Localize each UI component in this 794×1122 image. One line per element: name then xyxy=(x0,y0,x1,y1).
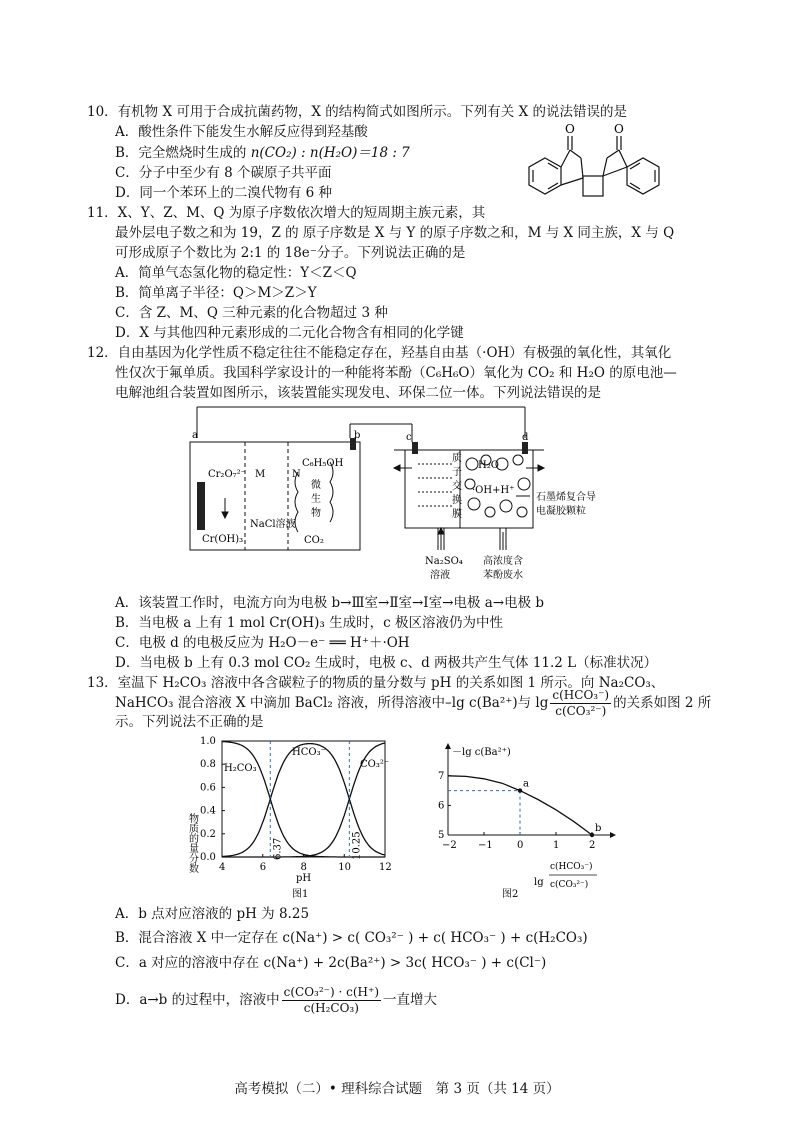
fig2-ytick-label: 7 xyxy=(438,770,445,782)
label-graphene-1: 石墨烯复合导 xyxy=(536,492,596,503)
q10-stem: 10．有机物 X 可用于合成抗菌药物，X 的结构简式如图所示。下列有关 X 的说法错误的是 xyxy=(87,104,627,120)
fig2-caption: 图2 xyxy=(502,889,519,900)
fig1-xtick-label: 10 xyxy=(338,862,351,873)
q12-option-a: A．该装置工作时，电流方向为电极 b→Ⅲ室→Ⅱ室→Ⅰ室→电极 a→电极 b xyxy=(115,595,545,611)
label-membrane-char-4: 换 xyxy=(452,495,462,506)
label-membrane-m: M xyxy=(255,469,266,480)
fig1-ytick-label: 0.6 xyxy=(200,782,216,794)
fig1-xtick-label: 4 xyxy=(219,862,226,873)
fig2-ylabel: －lg c(Ba²⁺) xyxy=(452,747,511,758)
label-electrode-b: b xyxy=(354,430,361,441)
q12-stem-3: 电解池组合装置如图所示，该装置能实现发电、环保二位一体。下列说法错误的是 xyxy=(115,385,601,401)
fig1-label-hco3: HCO₃⁻ xyxy=(292,747,326,758)
q13-stem-2: NaHCO₃ 混合溶液 X 中滴加 BaCl₂ 溶液，所得溶液中–lg c(Ba²⁺)与 lg $\frac{\text{c(HCO₃⁻)}}{\text{c(CO₃²⁻)}}$ 的关系如图 2 所 xyxy=(115,688,712,718)
figure-1-chart xyxy=(180,733,410,903)
q11-option-a: A．简单气态氢化物的稳定性：Y＜Z＜Q xyxy=(115,265,357,281)
label-waste-1: 高浓度含 xyxy=(483,556,523,567)
fig2-ytick-label: 6 xyxy=(438,800,445,812)
q13-d-frac-num: c(CO₃²⁻) · c(H⁺) xyxy=(283,985,380,999)
label-graphene-2: 电凝胶颗粒 xyxy=(536,506,586,517)
label-cr2o7: Cr₂O₇²⁻ xyxy=(208,469,246,480)
q11-option-c: C．含 Z、M、Q 三种元素的化合物超过 3 种 xyxy=(115,305,388,321)
fig2-y-arrow xyxy=(445,743,451,749)
fig1-pka2-label: 10.25 xyxy=(351,831,363,860)
fig2-x-arrow xyxy=(610,832,616,838)
q10-option-c: C．分子中至少有 8 个碳原子共平面 xyxy=(115,165,332,181)
label-h2o: H₂O xyxy=(478,460,499,471)
q11-option-d: D．X 与其他四种元素形成的二元化合物含有相同的化学键 xyxy=(115,325,464,341)
fig1-xlabel: pH xyxy=(296,873,312,884)
label-microbe-2: 生 xyxy=(311,494,321,505)
q12-option-c: C．电极 d 的电极反应为 H₂O－e⁻ ══ H⁺＋·OH xyxy=(115,635,410,651)
q10-option-a: A．酸性条件下能发生水解反应得到羟基酸 xyxy=(115,124,368,140)
fig1-ylabel: 物质的量分数 xyxy=(186,813,198,873)
label-na2so4: Na₂SO₄ xyxy=(425,556,463,567)
q10-option-b: B．完全燃烧时生成的 n(CO₂) : n(H₂O)＝18 : 7 xyxy=(115,145,410,161)
label-membrane-n: N xyxy=(292,469,301,480)
q10-structure-figure xyxy=(515,120,675,205)
carbonyl-o-left: O xyxy=(565,122,575,136)
fig1-pka1-label: 6.37 xyxy=(272,837,284,860)
q10-option-d: D．同一个苯环上的二溴代物有 6 种 xyxy=(115,185,332,201)
label-nacl: NaCl溶液 xyxy=(250,519,296,530)
fig1-xtick-label: 8 xyxy=(300,862,307,873)
fig2-point-label-a: a xyxy=(523,778,529,790)
q13-d-frac-den: c(H₂CO₃) xyxy=(303,1001,359,1015)
label-electrode-a: a xyxy=(192,430,198,441)
q13-option-b: B．混合溶液 X 中一定存在 c(Na⁺) > c( CO₃²⁻ ) + c( HCO₃⁻ ) + c(H₂CO₃) xyxy=(115,930,588,946)
q11-stem-1: 11．X、Y、Z、M、Q 为原子序数依次增大的短周期主族元素，其 xyxy=(87,205,486,221)
label-croh3: Cr(OH)₃ xyxy=(202,534,244,545)
q11-stem-3: 可形成原子个数比为 2:1 的 18e⁻分子。下列说法正确的是 xyxy=(115,245,466,261)
fig2-xlabel-den: c(CO₃²⁻) xyxy=(550,880,589,890)
q13-stem-1: 13．室温下 H₂CO₃ 溶液中各含碳粒子的物质的量分数与 pH 的关系如图 1 所示。向 Na₂CO₃、 xyxy=(87,675,665,691)
carbonyl-o-right: O xyxy=(614,122,624,136)
label-microbe-3: 物 xyxy=(311,508,321,519)
page-footer: 高考模拟（二）• 理科综合试题 第 3 页（共 14 页） xyxy=(234,1081,560,1097)
label-phenol: C₆H₅OH xyxy=(302,458,344,469)
label-membrane-char-5: 膜 xyxy=(452,509,462,520)
q13-frac-den: c(CO₃²⁻) xyxy=(555,704,607,718)
fig1-ytick-label: 0.4 xyxy=(200,805,216,817)
label-membrane-char-1: 质 xyxy=(452,453,462,464)
q12-device-diagram xyxy=(180,402,650,592)
label-electrode-c: c xyxy=(406,432,412,443)
fig1-label-h2co3: H₂CO₃ xyxy=(224,763,257,774)
fig2-xtick-label: 2 xyxy=(589,840,596,851)
q13-stem-3: 示。下列说法不正确的是 xyxy=(115,714,264,730)
fig2-point-label-b: b xyxy=(595,823,602,834)
label-membrane-char-3: 交 xyxy=(452,481,462,492)
q13-option-d: D．a→b 的过程中，溶液中 $\frac{\text{c(CO₃²⁻) · c(H⁺)}}{\text{c(H₂CO₃)}}$ 一直增大 xyxy=(115,985,438,1015)
fig1-ytick-label: 0.2 xyxy=(200,828,216,840)
label-oh-h: ·OH+H⁺ xyxy=(472,485,515,496)
fig2-xtick-label: 0 xyxy=(517,840,524,851)
fig1-label-co3: CO₃²⁻ xyxy=(360,759,390,770)
fig2-xtick-label: −2 xyxy=(442,840,457,851)
fig1-ytick-label: 0.0 xyxy=(200,852,216,863)
fig2-xlabel-num: c(HCO₃⁻) xyxy=(550,862,593,872)
q12-stem-1: 12．自由基因为化学性质不稳定往往不能稳定存在，羟基自由基（·OH）有极强的氧化性，其氧化 xyxy=(87,345,672,361)
q13-frac-num: c(HCO₃⁻) xyxy=(552,688,610,702)
fig1-caption: 图1 xyxy=(292,889,309,900)
figure-2-chart xyxy=(430,733,620,903)
fig2-point-b xyxy=(590,833,594,837)
q12-stem-2: 性仅次于氟单质。我国科学家设计的一种能将苯酚（C₆H₆O）氧化为 CO₂ 和 H₂O 的原电池— xyxy=(115,365,677,381)
label-na2so4-solution: 溶液 xyxy=(430,570,450,581)
label-electrode-d: d xyxy=(522,432,529,443)
q11-stem-2: 最外层电子数之和为 19，Z 的 原子序数是 X 与 Y 的原子序数之和，M 与 X 同主族，X 与 Q xyxy=(115,225,675,241)
fig2-xlabel-lg: lg xyxy=(534,877,544,888)
fig2-xtick-label: −1 xyxy=(478,840,493,851)
label-waste-2: 苯酚废水 xyxy=(483,570,523,581)
fig1-ytick-label: 1.0 xyxy=(200,736,216,747)
fig1-xtick-label: 12 xyxy=(379,862,392,873)
fig2-point-a xyxy=(518,788,522,792)
fig2-ytick-label: 5 xyxy=(438,830,445,841)
label-membrane-char-2: 子 xyxy=(452,467,462,478)
fig2-xtick-label: 1 xyxy=(553,840,560,851)
fig1-xtick-label: 6 xyxy=(259,862,267,873)
q13-option-a: A．b 点对应溶液的 pH 为 8.25 xyxy=(115,906,310,922)
q13-option-c: C．a 对应的溶液中存在 c(Na⁺) + 2c(Ba²⁺) > 3c( HCO₃⁻ ) + c(Cl⁻) xyxy=(115,955,547,971)
label-microbe-1: 微 xyxy=(311,480,321,491)
label-co2: CO₂ xyxy=(304,535,324,546)
q12-option-b: B．当电极 a 上有 1 mol Cr(OH)₃ 生成时，c 极区溶液仍为中性 xyxy=(115,615,503,631)
q12-option-d: D．当电极 b 上有 0.3 mol CO₂ 生成时，电极 c、d 两极共产生气体 11.2 L（标准状况） xyxy=(115,655,658,671)
fig1-ytick-label: 0.8 xyxy=(200,759,216,771)
q11-option-b: B．简单离子半径：Q＞M＞Z＞Y xyxy=(115,285,317,301)
